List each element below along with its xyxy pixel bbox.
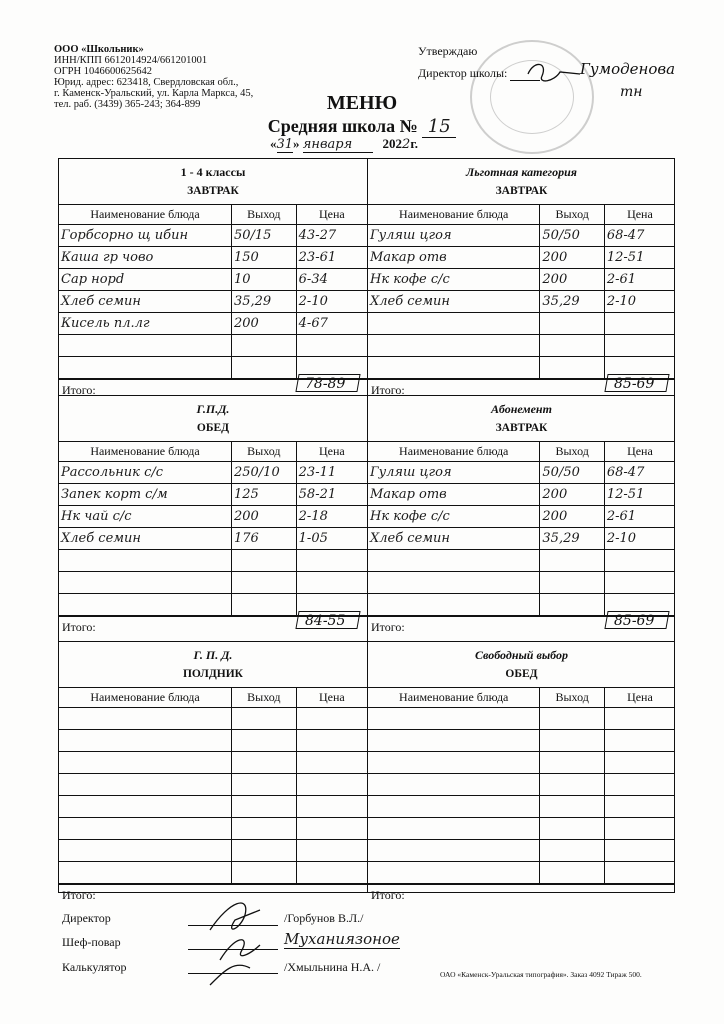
table-row [368, 774, 675, 796]
dish-name: Гуляш цгоя [368, 225, 540, 247]
table-row [368, 335, 675, 357]
dish-price [604, 708, 675, 730]
dish-output [231, 774, 296, 796]
table-row [368, 462, 675, 484]
footer-chef-name: Муханиязоное [284, 930, 400, 948]
dish-output: 50/50 [540, 225, 604, 247]
dish-name [59, 774, 231, 796]
dish-name [368, 708, 540, 730]
dish-name [59, 550, 231, 572]
school-prefix: Средняя школа № [267, 116, 418, 136]
table-row [368, 840, 675, 862]
dish-output: 50/50 [540, 462, 604, 484]
dish-name [368, 594, 540, 616]
dish-output [231, 708, 296, 730]
table-row [368, 528, 675, 550]
footer-calc-label: Калькулятор [62, 960, 127, 974]
dish-output [540, 752, 604, 774]
dish-price [604, 550, 675, 572]
dish-output [231, 572, 296, 594]
menu-table [368, 442, 675, 616]
dish-output [231, 550, 296, 572]
dish-price [604, 818, 675, 840]
dish-name [59, 335, 231, 357]
dish-name [368, 752, 540, 774]
total-label: Итого: [62, 620, 96, 634]
column-header-price: Цена [296, 442, 367, 462]
dish-name [368, 550, 540, 572]
dish-name: Макар отв [368, 247, 540, 269]
school-line [0, 116, 724, 138]
total-label: Итого: [62, 383, 96, 397]
table-row [59, 269, 367, 291]
column-header-price: Цена [604, 688, 675, 708]
column-header-price: Цена [296, 205, 367, 225]
total-value: 85-69 [614, 376, 655, 392]
dish-name: Нк кофе с/с [368, 269, 540, 291]
dish-output: 35,29 [540, 528, 604, 550]
dish-output: 176 [231, 528, 296, 550]
dish-price: 12-51 [604, 247, 675, 269]
dish-output [540, 313, 604, 335]
dish-price [604, 752, 675, 774]
table-row [59, 752, 367, 774]
dish-name [59, 862, 231, 884]
dish-price [296, 818, 367, 840]
org-address-2: г. Каменск-Уральский, ул. Карла Маркса, 45, [54, 88, 254, 99]
total-value: 84-55 [305, 613, 346, 629]
svg-text:тн: тн [620, 84, 643, 100]
total-label: Итого: [62, 888, 96, 902]
dish-output [231, 796, 296, 818]
dish-price: 43-27 [296, 225, 367, 247]
date-month: января [303, 137, 373, 153]
table-row [59, 335, 367, 357]
dish-name: Рассольник с/с [59, 462, 231, 484]
dish-output: 200 [231, 313, 296, 335]
dish-output [231, 752, 296, 774]
footer-calc-name: /Хмыльнина Н.А. / [284, 960, 381, 974]
column-header-output: Выход [231, 205, 296, 225]
table-row [368, 313, 675, 335]
dish-output [540, 818, 604, 840]
dish-price: 58-21 [296, 484, 367, 506]
dish-price: 12-51 [604, 484, 675, 506]
dish-output: 200 [540, 269, 604, 291]
category-title: Г. П. Д. [193, 648, 233, 662]
table-row [59, 225, 367, 247]
block-header [368, 642, 675, 688]
table-row [368, 484, 675, 506]
dish-name: Сар норd [59, 269, 231, 291]
org-inn: ИНН/КПП 6612014924/661201001 [54, 55, 208, 66]
org-address-1: Юрид. адрес: 623418, Свердловская обл., [54, 77, 239, 88]
dish-name [59, 730, 231, 752]
page-title: МЕНЮ [326, 92, 398, 114]
dish-output [540, 357, 604, 379]
printer-note: ОАО «Каменск-Уральская типография». Заказ 4092 Тираж 500. [440, 970, 642, 979]
table-row [59, 313, 367, 335]
dish-name [368, 862, 540, 884]
dish-output [231, 357, 296, 379]
total-value: 85-69 [614, 613, 655, 629]
column-header-output: Выход [540, 442, 604, 462]
dish-output [231, 594, 296, 616]
dish-price [296, 550, 367, 572]
dish-output: 250/10 [231, 462, 296, 484]
block-gpd-poldnik [59, 641, 367, 904]
total-label: Итого: [371, 383, 405, 397]
dish-price: 4-67 [296, 313, 367, 335]
dish-price: 68-47 [604, 225, 675, 247]
dish-output [540, 594, 604, 616]
dish-name [59, 840, 231, 862]
dish-name [368, 313, 540, 335]
dish-name [368, 774, 540, 796]
table-row [59, 528, 367, 550]
table-row [368, 862, 675, 884]
dish-name [368, 818, 540, 840]
footer-director-name: /Горбунов В.Л./ [284, 911, 364, 925]
dish-output: 200 [540, 506, 604, 528]
table-row [368, 730, 675, 752]
dish-price: 2-10 [296, 291, 367, 313]
dish-price: 2-61 [604, 269, 675, 291]
dish-price [296, 335, 367, 357]
column-header-price: Цена [296, 688, 367, 708]
dish-name [59, 796, 231, 818]
dish-output [540, 572, 604, 594]
table-row [59, 730, 367, 752]
table-row [368, 550, 675, 572]
menu-table [368, 205, 675, 379]
dish-price [296, 572, 367, 594]
dish-price: 68-47 [604, 462, 675, 484]
table-row [59, 247, 367, 269]
dish-output [540, 550, 604, 572]
table-row [59, 462, 367, 484]
dish-price: 23-61 [296, 247, 367, 269]
dish-name: Нк кофе с/с [368, 506, 540, 528]
dish-name: Кисель пл.лг [59, 313, 231, 335]
total-row [368, 613, 675, 636]
table-row [368, 752, 675, 774]
category-title: Г.П.Д. [196, 402, 230, 416]
block-lgotnaya [368, 159, 675, 399]
dish-price: 2-61 [604, 506, 675, 528]
table-row [368, 506, 675, 528]
block-header [59, 642, 367, 688]
column-header-output: Выход [231, 688, 296, 708]
dish-name: Хлеб семин [59, 291, 231, 313]
table-row [368, 225, 675, 247]
block-header [59, 159, 367, 205]
dish-price: 2-18 [296, 506, 367, 528]
table-row [59, 818, 367, 840]
table-row [59, 840, 367, 862]
dish-output [540, 774, 604, 796]
org-name: ООО «Школьник» [54, 44, 144, 55]
total-row [368, 884, 675, 904]
dish-output: 50/15 [231, 225, 296, 247]
dish-name [59, 357, 231, 379]
dish-price [296, 774, 367, 796]
dish-name [59, 594, 231, 616]
dish-output [231, 862, 296, 884]
category-title: 1 - 4 классы [180, 165, 246, 179]
block-gpd-obed [59, 395, 367, 636]
dish-price: 2-10 [604, 528, 675, 550]
block-1-4-classes [59, 159, 367, 399]
footer-director-label: Директор [62, 911, 111, 925]
dish-price [296, 752, 367, 774]
total-label: Итого: [371, 888, 405, 902]
dish-name: Хлеб семин [368, 291, 540, 313]
dish-name: Хлеб семин [368, 528, 540, 550]
column-header-name: Наименование блюда [59, 688, 231, 708]
dish-output: 35,29 [231, 291, 296, 313]
table-row [368, 269, 675, 291]
table-row [59, 774, 367, 796]
meal-title: ЗАВТРАК [187, 185, 239, 197]
dish-name [368, 796, 540, 818]
dish-price [604, 862, 675, 884]
table-row [59, 506, 367, 528]
total-row [59, 613, 367, 636]
category-title: Свободный выбор [474, 648, 568, 662]
dish-output: 200 [231, 506, 296, 528]
block-abonement [368, 395, 675, 636]
column-header-name: Наименование блюда [59, 205, 231, 225]
column-header-name: Наименование блюда [368, 442, 540, 462]
block-header [368, 159, 675, 205]
dish-name [59, 708, 231, 730]
block-header [59, 396, 367, 442]
dish-price [296, 862, 367, 884]
dish-output [540, 730, 604, 752]
dish-output [231, 730, 296, 752]
table-row [368, 818, 675, 840]
column-header-output: Выход [540, 688, 604, 708]
dish-price [604, 774, 675, 796]
dish-name: Хлеб семин [59, 528, 231, 550]
dish-price [296, 796, 367, 818]
table-row [368, 796, 675, 818]
block-header [368, 396, 675, 442]
menu-table [59, 205, 367, 379]
dish-price: 23-11 [296, 462, 367, 484]
dish-price [604, 335, 675, 357]
column-header-name: Наименование блюда [59, 442, 231, 462]
menu-table [368, 688, 675, 884]
dish-price: 2-10 [604, 291, 675, 313]
menu-date: «31» января 2022г. [270, 136, 419, 152]
table-row [368, 572, 675, 594]
footer-chef-label: Шеф-повар [62, 935, 121, 949]
column-header-price: Цена [604, 442, 675, 462]
dish-price: 1-05 [296, 528, 367, 550]
block-svobodny [368, 641, 675, 904]
dish-name [368, 572, 540, 594]
dish-price [604, 840, 675, 862]
dish-name: Нк чай с/с [59, 506, 231, 528]
org-phones: тел. раб. (3439) 365-243; 364-899 [54, 99, 201, 110]
table-row [59, 550, 367, 572]
total-label: Итого: [371, 620, 405, 634]
dish-output [231, 818, 296, 840]
dish-name [59, 818, 231, 840]
dish-price [296, 708, 367, 730]
dish-output [540, 335, 604, 357]
meal-title: ЗАВТРАК [495, 185, 548, 197]
column-header-name: Наименование блюда [368, 688, 540, 708]
menu-grid [58, 158, 675, 902]
dish-output [540, 796, 604, 818]
total-value: 78-89 [305, 376, 346, 392]
dish-price [604, 730, 675, 752]
dish-name [368, 840, 540, 862]
column-header-name: Наименование блюда [368, 205, 540, 225]
meal-title: ЗАВТРАК [495, 422, 548, 434]
dish-output: 200 [540, 247, 604, 269]
dish-output [540, 708, 604, 730]
dish-price [296, 840, 367, 862]
date-year: 202 [382, 136, 403, 151]
dish-name [368, 730, 540, 752]
column-header-output: Выход [540, 205, 604, 225]
svg-text:Гумоденова: Гумоденова [580, 60, 676, 78]
dish-price [604, 313, 675, 335]
dish-name [368, 357, 540, 379]
school-number: 15 [422, 116, 456, 138]
dish-name: Каша гр човo [59, 247, 231, 269]
menu-table [59, 688, 367, 884]
meal-title: ОБЕД [196, 422, 230, 434]
dish-price: 6-34 [296, 269, 367, 291]
table-row [368, 291, 675, 313]
dish-name: Горбсорно щ ибин [59, 225, 231, 247]
column-header-price: Цена [604, 205, 675, 225]
dish-price [604, 796, 675, 818]
table-row [59, 484, 367, 506]
dish-output [540, 840, 604, 862]
category-title: Льготная категория [466, 165, 577, 179]
footer-signatures [190, 890, 290, 990]
table-row [59, 291, 367, 313]
menu-table [59, 442, 367, 616]
dish-output: 150 [231, 247, 296, 269]
table-row [59, 708, 367, 730]
dish-output [231, 335, 296, 357]
table-row [59, 572, 367, 594]
dish-output: 125 [231, 484, 296, 506]
approve-label: Утверждаю [418, 44, 478, 58]
dish-price [604, 572, 675, 594]
dish-output: 10 [231, 269, 296, 291]
dish-name: Запек корт с/м [59, 484, 231, 506]
table-row [368, 247, 675, 269]
org-ogrn: ОГРН 1046600625642 [54, 66, 152, 77]
category-title: Абонемент [491, 402, 552, 416]
meal-title: ОБЕД [505, 668, 538, 680]
dish-output [231, 840, 296, 862]
dish-price [296, 730, 367, 752]
dish-output [540, 862, 604, 884]
dish-name [59, 572, 231, 594]
table-row [59, 862, 367, 884]
director-school-label: Директор школы: [418, 66, 508, 80]
dish-output: 200 [540, 484, 604, 506]
dish-name [368, 335, 540, 357]
date-day: 31 [276, 137, 294, 152]
dish-output: 35,29 [540, 291, 604, 313]
table-row [368, 708, 675, 730]
dish-name: Гуляш цгоя [368, 462, 540, 484]
dish-name: Макар отв [368, 484, 540, 506]
table-row [59, 796, 367, 818]
meal-title: ПОЛДНИК [182, 668, 244, 680]
column-header-output: Выход [231, 442, 296, 462]
dish-name [59, 752, 231, 774]
